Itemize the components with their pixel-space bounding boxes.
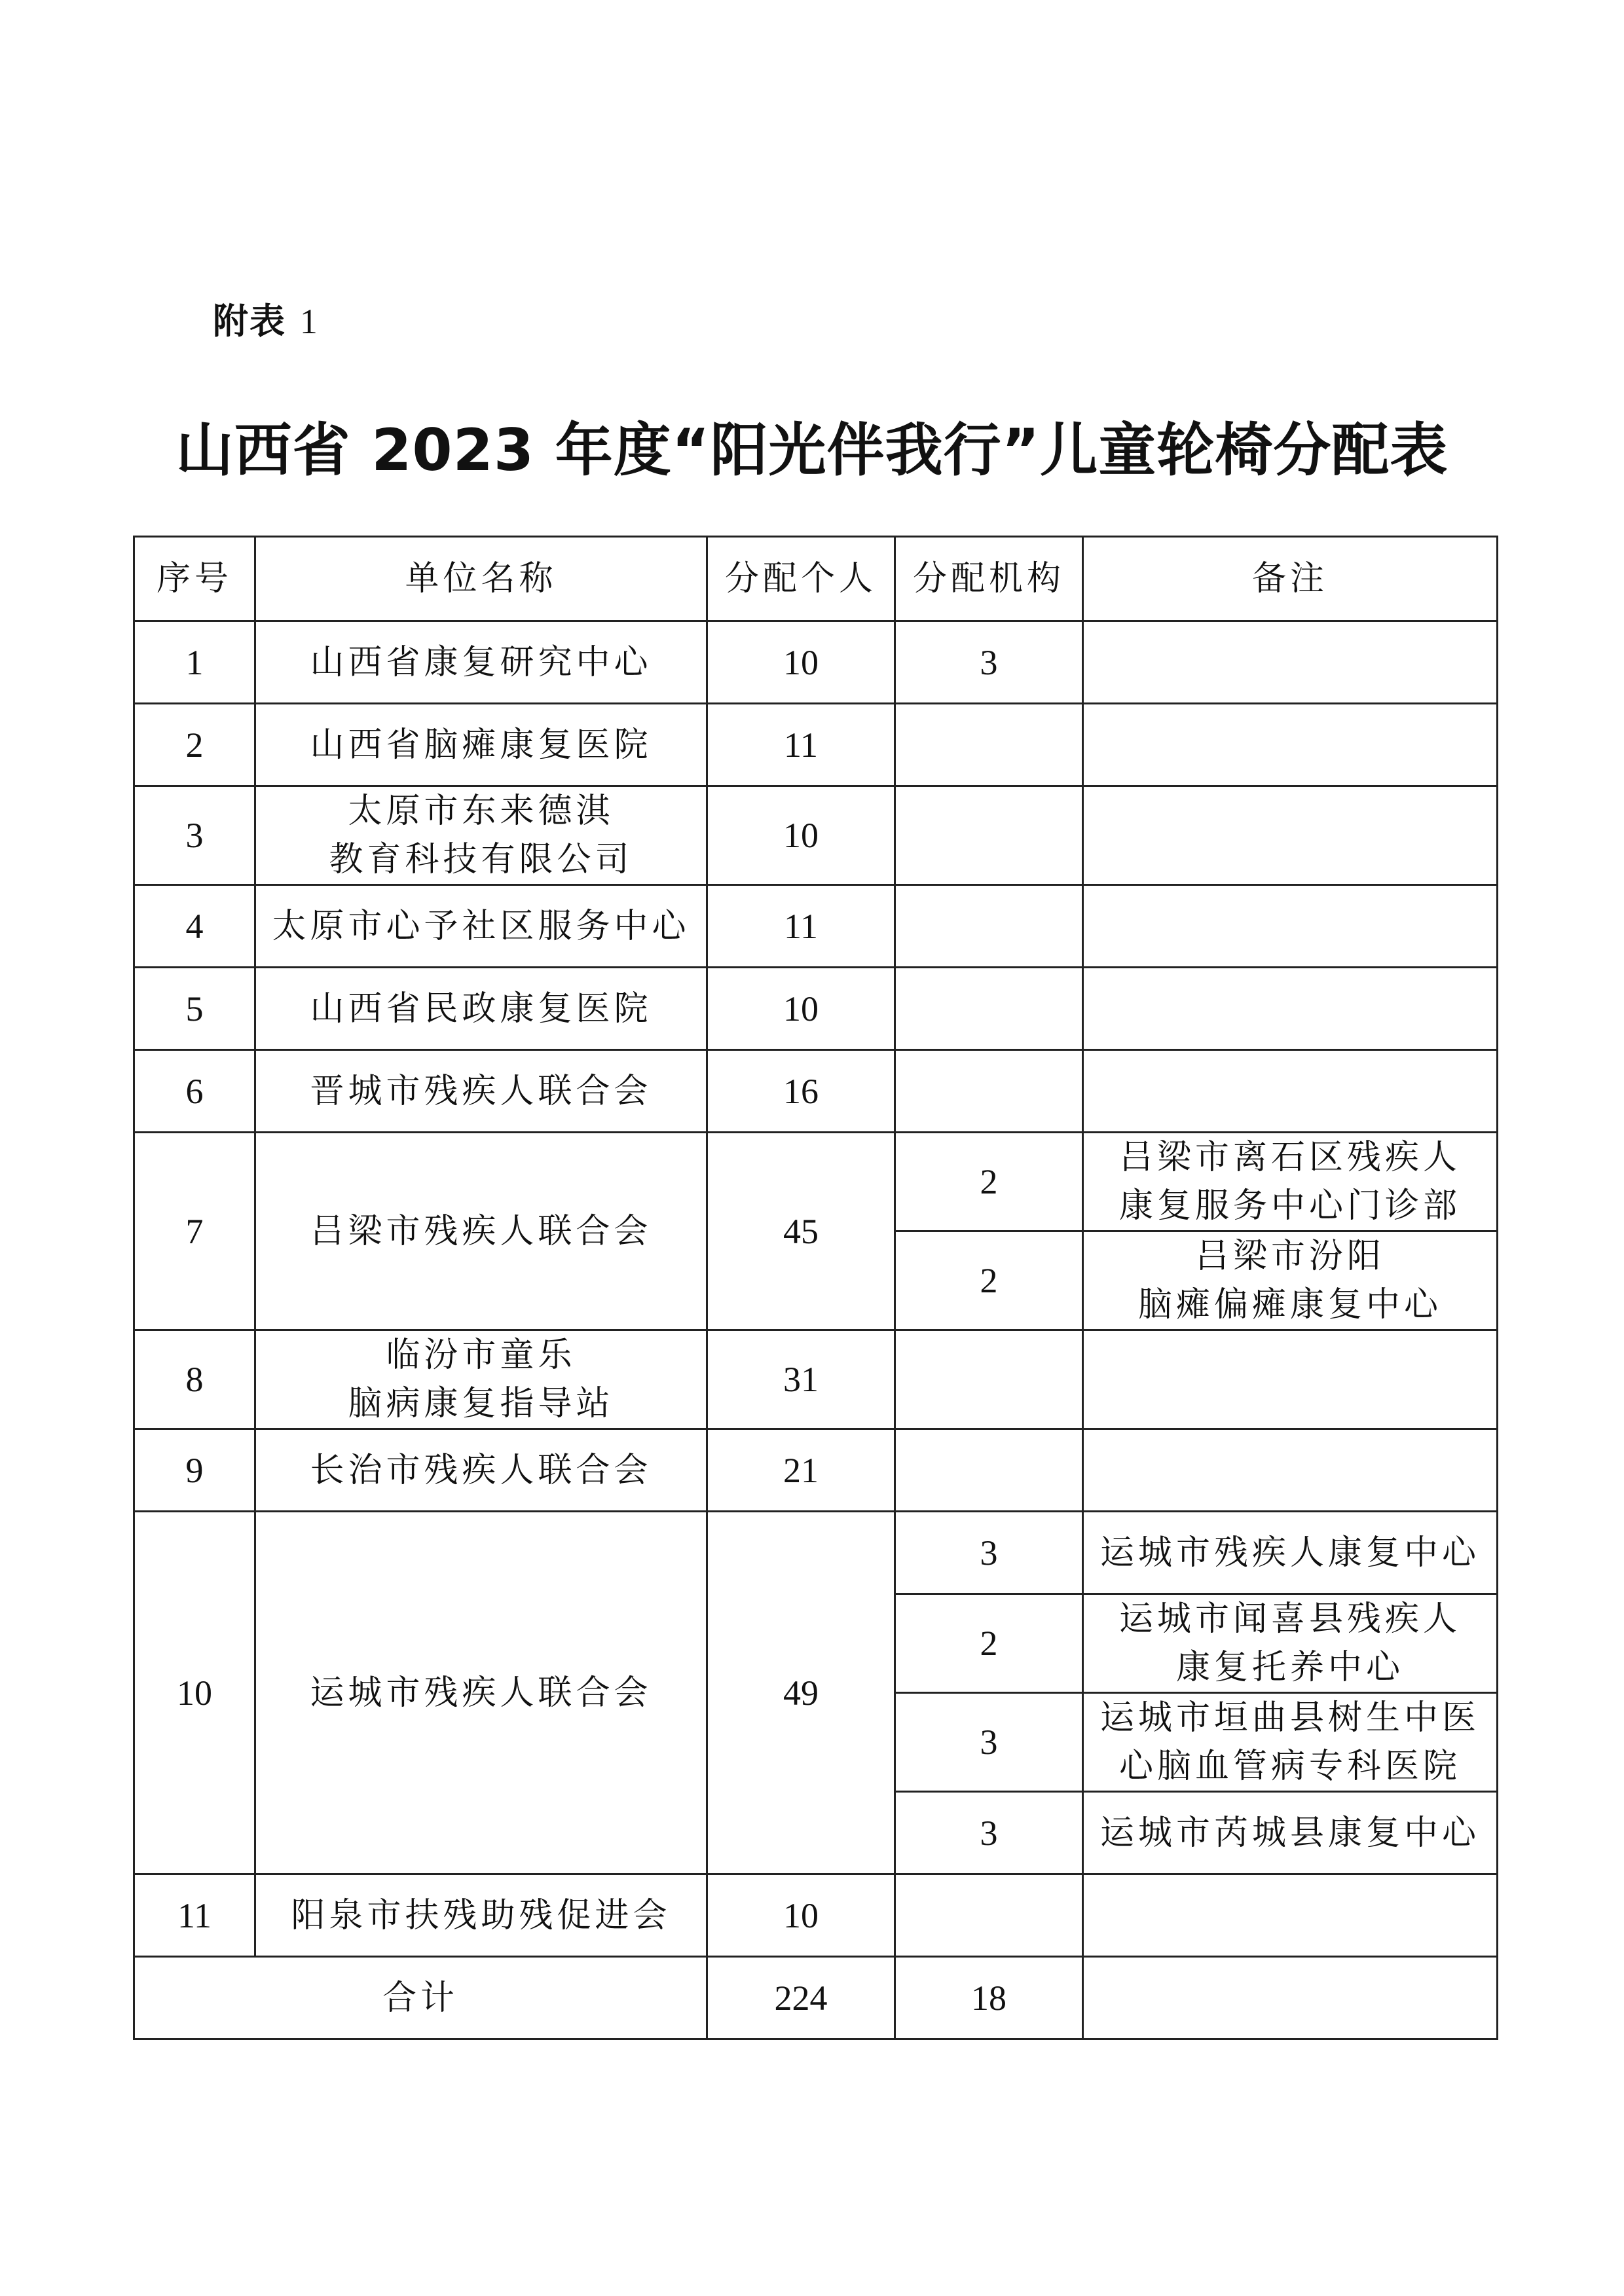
individuals-cell: 10 [707,621,895,704]
note-cell [1083,621,1498,704]
seq-cell: 11 [134,1874,255,1957]
total-row [134,1957,1498,2039]
individuals-cell: 31 [707,1330,895,1429]
table-row [134,1512,1498,1594]
seq-cell: 10 [134,1512,255,1874]
individuals-cell: 10 [707,786,895,885]
note-cell [1083,968,1498,1050]
total-individuals: 224 [707,1957,895,2039]
note-line: 脑瘫偏瘫康复中心 [1137,1285,1442,1324]
note-cell [1083,786,1498,885]
total-note [1083,1957,1498,2039]
note-line: 吕梁市离石区残疾人 [1118,1138,1461,1177]
note-cell [1083,1133,1498,1231]
table-row [134,621,1498,704]
institutions-cell: 3 [895,1512,1083,1594]
attachment-number: 1 [299,302,319,341]
note-cell: 运城市残疾人康复中心 [1083,1512,1498,1594]
seq-cell: 7 [134,1133,255,1330]
unit-cell: 山西省脑瘫康复医院 [255,704,707,786]
unit-cell: 太原市心予社区服务中心 [255,885,707,968]
institutions-cell [895,786,1083,885]
unit-cell [255,786,707,885]
note-cell [1083,1874,1498,1957]
attachment-text: 附表 [213,301,286,342]
note-cell [1083,704,1498,786]
seq-cell: 9 [134,1429,255,1512]
note-line: 运城市闻喜县残疾人 [1118,1599,1461,1639]
unit-cell [255,1330,707,1429]
unit-line: 脑病康复指导站 [348,1384,614,1423]
total-label: 合计 [134,1957,707,2039]
unit-cell: 运城市残疾人联合会 [255,1512,707,1874]
note-line: 心脑血管病专科医院 [1118,1747,1461,1786]
seq-cell: 4 [134,885,255,968]
table-row [134,1050,1498,1133]
individuals-cell: 45 [707,1133,895,1330]
header-institutions: 分配机构 [895,537,1083,621]
institutions-cell [895,1874,1083,1957]
note-cell [1083,1050,1498,1133]
unit-cell: 晋城市残疾人联合会 [255,1050,707,1133]
unit-line: 教育科技有限公司 [329,840,633,879]
unit-cell: 阳泉市扶残助残促进会 [255,1874,707,1957]
page-title: 山西省 2023 年度“阳光伴我行”儿童轮椅分配表 [175,416,1449,484]
institutions-cell [895,1050,1083,1133]
note-line: 吕梁市汾阳 [1194,1237,1385,1276]
header-seq: 序号 [134,537,255,621]
note-line: 康复服务中心门诊部 [1118,1186,1461,1226]
total-institutions: 18 [895,1957,1083,2039]
table-row [134,786,1498,885]
seq-cell: 5 [134,968,255,1050]
institutions-cell [895,704,1083,786]
institutions-cell: 3 [895,1693,1083,1792]
institutions-cell [895,1429,1083,1512]
header-individuals: 分配个人 [707,537,895,621]
table-row [134,968,1498,1050]
note-cell [1083,885,1498,968]
institutions-cell [895,885,1083,968]
institutions-cell: 3 [895,1792,1083,1874]
individuals-cell: 16 [707,1050,895,1133]
attachment-label [213,293,319,344]
institutions-cell [895,1330,1083,1429]
note-cell: 运城市芮城县康复中心 [1083,1792,1498,1874]
seq-cell: 8 [134,1330,255,1429]
institutions-cell [895,968,1083,1050]
individuals-cell: 10 [707,1874,895,1957]
individuals-cell: 10 [707,968,895,1050]
unit-cell: 山西省民政康复医院 [255,968,707,1050]
note-cell [1083,1231,1498,1330]
note-cell [1083,1330,1498,1429]
note-line: 康复托养中心 [1175,1648,1404,1687]
seq-cell: 2 [134,704,255,786]
table-header-row [134,537,1498,621]
table-row [134,1330,1498,1429]
note-line: 运城市垣曲县树生中医 [1099,1698,1480,1738]
table-row [134,704,1498,786]
note-cell [1083,1693,1498,1792]
institutions-cell: 3 [895,621,1083,704]
individuals-cell: 21 [707,1429,895,1512]
note-cell [1083,1594,1498,1693]
seq-cell: 3 [134,786,255,885]
header-unit: 单位名称 [255,537,707,621]
unit-cell: 长治市残疾人联合会 [255,1429,707,1512]
unit-line: 太原市东来德淇 [348,792,614,831]
table-row [134,1874,1498,1957]
table-row [134,1133,1498,1231]
unit-line: 临汾市童乐 [386,1336,576,1375]
unit-cell: 吕梁市残疾人联合会 [255,1133,707,1330]
allocation-table [133,536,1498,2040]
individuals-cell: 11 [707,885,895,968]
individuals-cell: 49 [707,1512,895,1874]
table-row [134,1429,1498,1512]
table-row [134,885,1498,968]
seq-cell: 1 [134,621,255,704]
institutions-cell: 2 [895,1133,1083,1231]
unit-cell: 山西省康复研究中心 [255,621,707,704]
institutions-cell: 2 [895,1594,1083,1693]
seq-cell: 6 [134,1050,255,1133]
individuals-cell: 11 [707,704,895,786]
institutions-cell: 2 [895,1231,1083,1330]
header-note: 备注 [1083,537,1498,621]
note-cell [1083,1429,1498,1512]
